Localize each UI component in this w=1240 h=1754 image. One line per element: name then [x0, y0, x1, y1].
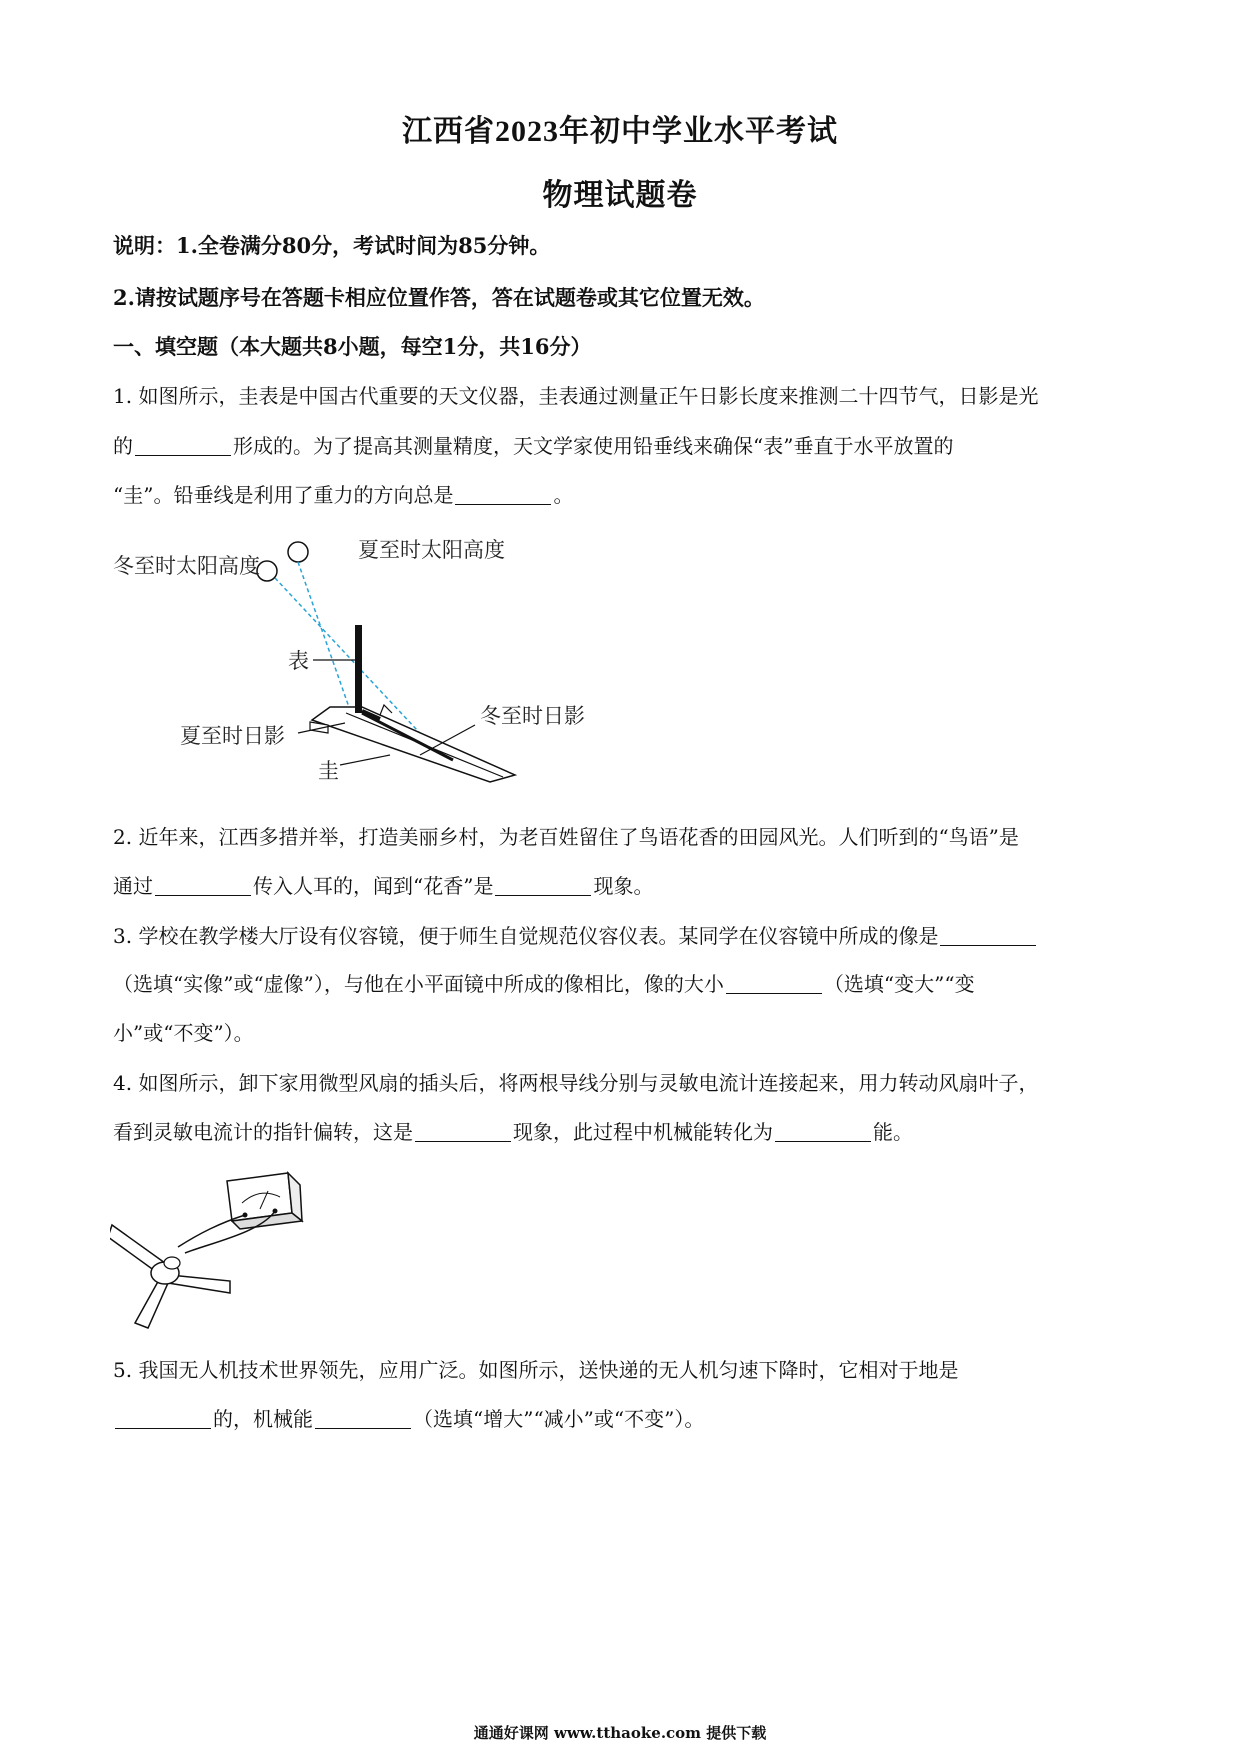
question-2-line-2	[113, 872, 1133, 900]
summer-ray	[298, 562, 350, 710]
answer-blank[interactable]	[726, 973, 822, 994]
footer-source: 通通好课网 www.tthaoke.com 提供下载	[473, 1724, 767, 1742]
answer-blank[interactable]	[940, 925, 1036, 946]
biao-pole	[355, 625, 362, 713]
fan-galvanometer-figure	[110, 1163, 310, 1333]
question-2-text: 通过	[113, 874, 153, 898]
label-summer-shadow: 夏至时日影	[180, 724, 285, 748]
question-3-line-1	[113, 922, 1133, 950]
fan-blade	[135, 1278, 168, 1328]
exam-subtitle: 物理试题卷	[542, 179, 698, 212]
question-1-text: 的	[113, 434, 133, 458]
answer-blank[interactable]	[135, 435, 231, 456]
gnomon-figure	[100, 525, 660, 810]
question-5-line-2	[113, 1405, 1133, 1433]
answer-blank[interactable]	[495, 875, 591, 896]
question-1-line-3	[113, 481, 1133, 509]
question-1-text: 。	[553, 483, 574, 507]
question-1-text: 形成的。为了提高其测量精度，天文学家使用铅垂线来确保“表”垂直于水平放置的	[233, 434, 954, 458]
section-heading: 一、填空题（本大题共8小题，每空1分，共16分）	[113, 334, 592, 359]
question-1-line-2	[113, 432, 1133, 460]
question-5-text: 的，机械能	[213, 1407, 313, 1431]
fan-motor-top	[164, 1257, 180, 1269]
question-4-line-1: 4. 如图所示，卸下家用微型风扇的插头后，将两根导线分别与灵敏电流计连接起来，用力转动风扇叶子，	[113, 1071, 1039, 1095]
question-5-line-1: 5. 我国无人机技术世界领先，应用广泛。如图所示，送快递的无人机匀速下降时，它相对于地是	[113, 1358, 959, 1382]
label-biao: 表	[288, 649, 309, 673]
question-4-line-2	[113, 1118, 1133, 1146]
question-2-text: 传入人耳的，闻到“花香”是	[253, 874, 494, 898]
question-3-line-3: 小”或“不变”）。	[113, 1021, 254, 1045]
question-3-text: （选填“变大”“变	[823, 972, 975, 996]
question-2-line-1: 2. 近年来，江西多措并举，打造美丽乡村，为老百姓留住了鸟语花香的田园风光。人们听到的“鸟语”是	[113, 825, 1019, 849]
answer-blank[interactable]	[115, 1408, 211, 1429]
question-2-text: 现象。	[593, 874, 654, 898]
question-5-text: （选填“增大”“减小”或“不变”）。	[413, 1407, 705, 1431]
answer-blank[interactable]	[455, 484, 551, 505]
label-winter-shadow: 冬至时日影	[480, 704, 585, 728]
question-3-line-2	[113, 970, 1133, 998]
answer-blank[interactable]	[315, 1408, 411, 1429]
label-gui: 圭	[318, 759, 339, 783]
label-summer-sun: 夏至时太阳高度	[358, 538, 505, 562]
question-1-line-1: 1. 如图所示，圭表是中国古代重要的天文仪器，圭表通过测量正午日影长度来推测二十四节气，日影是光	[113, 384, 1039, 408]
shadow-marker	[380, 705, 392, 715]
question-3-text: （选填“实像”或“虚像”），与他在小平面镜中所成的像相比，像的大小	[113, 972, 724, 996]
question-4-text: 能。	[873, 1120, 913, 1144]
answer-blank[interactable]	[415, 1121, 511, 1142]
question-4-text: 现象，此过程中机械能转化为	[513, 1120, 773, 1144]
winter-sun-circle	[257, 561, 277, 581]
question-1-text: “圭”。铅垂线是利用了重力的方向总是	[113, 483, 454, 507]
label-winter-sun: 冬至时太阳高度	[113, 554, 260, 578]
instruction-line-2: 2.请按试题序号在答题卡相应位置作答，答在试题卷或其它位置无效。	[113, 285, 765, 310]
gui-leader	[340, 755, 390, 765]
question-3-text: 3. 学校在教学楼大厅设有仪容镜，便于师生自觉规范仪容仪表。某同学在仪容镜中所成的像是	[113, 924, 939, 948]
answer-blank[interactable]	[775, 1121, 871, 1142]
summer-sun-circle	[288, 542, 308, 562]
instruction-line-1: 说明：1.全卷满分80分，考试时间为85分钟。	[113, 233, 551, 258]
exam-title: 江西省2023年初中学业水平考试	[402, 115, 838, 148]
question-4-text: 看到灵敏电流计的指针偏转，这是	[113, 1120, 413, 1144]
answer-blank[interactable]	[155, 875, 251, 896]
